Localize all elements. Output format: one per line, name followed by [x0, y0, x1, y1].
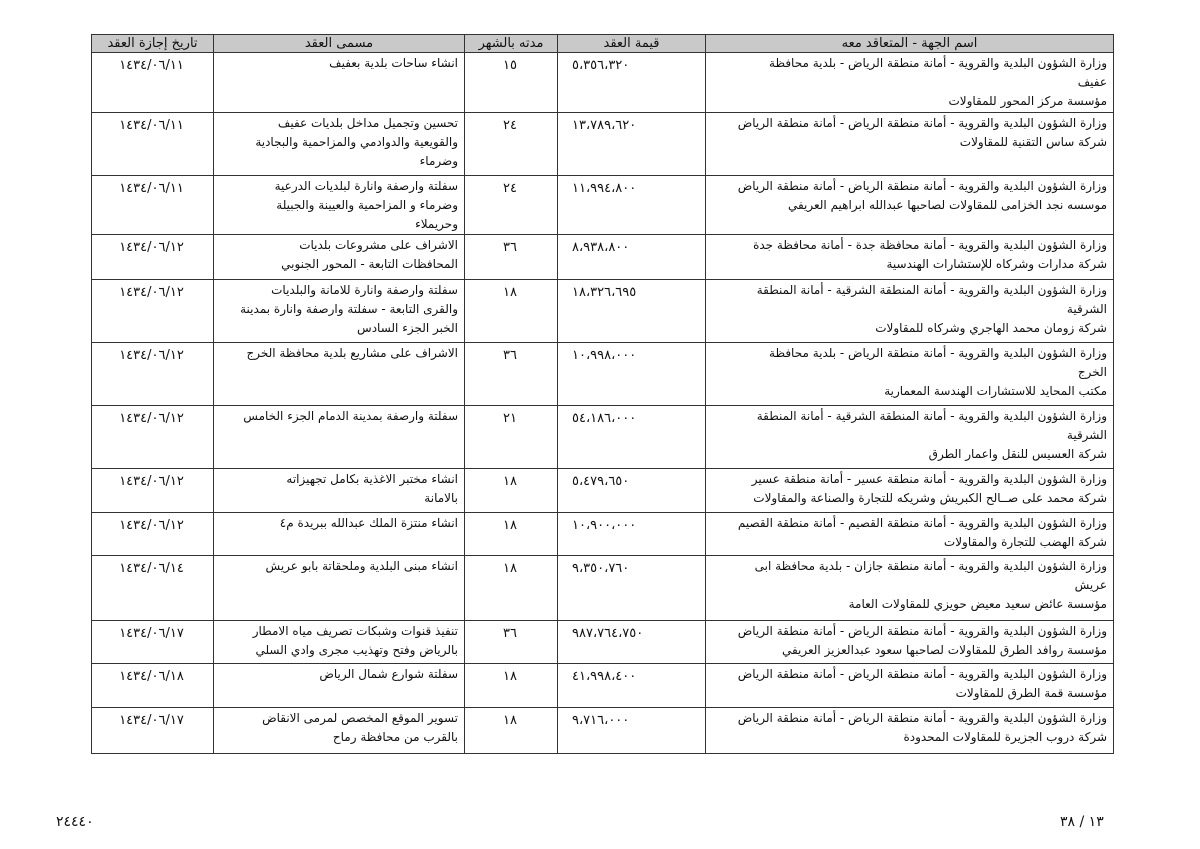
- name-line: وضرماء: [419, 154, 458, 168]
- table-row: [92, 53, 1114, 113]
- entity-line: مؤسسة روافد الطرق للمقاولات لصاحبها سعود عبدالعزيز العريفي: [781, 643, 1107, 657]
- entity-line: شركة محمد على صــالح الكبريش وشريكه للتجارة والصناعة والمقاولات: [753, 491, 1107, 505]
- approval-date-cell: ١٤٣٤/٠٦/١٧: [92, 708, 214, 754]
- entity-line: مؤسسة مركز المحور للمقاولات: [948, 94, 1107, 108]
- table-row: [92, 176, 1114, 235]
- table-row: [92, 556, 1114, 621]
- entity-line: موسسه نجد الخزامى للمقاولات لصاحبها عبدالله ابراهيم العريفي: [787, 198, 1107, 212]
- approval-date-cell: ١٤٣٤/٠٦/١١: [92, 53, 214, 113]
- duration-cell: ١٨: [465, 280, 558, 343]
- duration-cell: ٢٤: [465, 176, 558, 235]
- entity-line: وزارة الشؤون البلدية والقروية - أمانة منطقة الرياض - أمانة منطقة الرياض: [737, 711, 1107, 725]
- entity-line: الخرج: [1077, 365, 1107, 379]
- entity-cell: [706, 664, 1114, 708]
- name-line: بالرياض وفتح وتهذيب مجرى وادي السلي: [255, 643, 458, 657]
- contract-name-cell: [214, 708, 465, 754]
- contract-value-cell: ٥٤،١٨٦،٠٠٠: [558, 406, 706, 469]
- name-line: وضرماء و المزاحمية والعيينة والجبيلة: [276, 198, 458, 212]
- entity-line: شركة الهضب للتجارة والمقاولات: [943, 535, 1107, 549]
- contract-name-cell: [214, 406, 465, 469]
- name-line: تسوير الموقع المخصص لمرمى الانقاض: [262, 711, 458, 725]
- entity-cell: [706, 406, 1114, 469]
- header-value: قيمة العقد: [558, 35, 706, 53]
- name-line: سفلتة وارصفة وانارة لبلديات الدرعية: [274, 179, 458, 193]
- table-row: [92, 469, 1114, 513]
- entity-cell: [706, 176, 1114, 235]
- table-row: [92, 235, 1114, 280]
- contract-name-cell: [214, 513, 465, 556]
- entity-line: مكتب المحايد للاستشارات الهندسة المعمارية: [884, 384, 1107, 398]
- contract-value-cell: ٩،٧١٦،٠٠٠: [558, 708, 706, 754]
- contract-value-cell: ١٠،٩٠٠،٠٠٠: [558, 513, 706, 556]
- approval-date-cell: ١٤٣٤/٠٦/١٧: [92, 621, 214, 664]
- entity-line: وزارة الشؤون البلدية والقروية - أمانة منطقة عسير - أمانة منطقة عسير: [751, 472, 1107, 486]
- name-line: انشاء مختبر الاغذية بكامل تجهيزاته: [286, 472, 458, 486]
- entity-cell: [706, 53, 1114, 113]
- entity-line: وزارة الشؤون البلدية والقروية - أمانة منطقة جازان - بلدية محافظة ابى: [754, 559, 1107, 573]
- entity-line: وزارة الشؤون البلدية والقروية - أمانة منطقة القصيم - أمانة منطقة القصيم: [737, 516, 1107, 530]
- contract-name-cell: [214, 556, 465, 621]
- name-line: الخبر الجزء السادس: [357, 321, 458, 335]
- duration-cell: ١٨: [465, 469, 558, 513]
- header-date: تاريخ إجازة العقد: [92, 35, 214, 53]
- header-name: مسمى العقد: [214, 35, 465, 53]
- contract-name-cell: [214, 621, 465, 664]
- table-row: [92, 343, 1114, 406]
- entity-cell: [706, 280, 1114, 343]
- entity-cell: [706, 513, 1114, 556]
- name-line: تنفيذ قنوات وشبكات تصريف مياه الامطار: [252, 624, 458, 638]
- document-code: ٢٤٤٤٠: [56, 814, 94, 830]
- entity-line: وزارة الشؤون البلدية والقروية - أمانة المنطقة الشرقية - أمانة المنطقة: [756, 283, 1107, 297]
- table-row: [92, 621, 1114, 664]
- entity-line: وزارة الشؤون البلدية والقروية - أمانة منطقة الرياض - بلدية محافظة: [769, 56, 1107, 70]
- name-line: وحريملاء: [415, 217, 458, 231]
- duration-cell: ١٨: [465, 513, 558, 556]
- name-line: سفلتة وارصفة بمدينة الدمام الجزء الخامس: [243, 409, 458, 423]
- contract-value-cell: ٤١،٩٩٨،٤٠٠: [558, 664, 706, 708]
- name-line: بالامانة: [424, 491, 458, 505]
- entity-line: وزارة الشؤون البلدية والقروية - أمانة منطقة الرياض - بلدية محافظة: [769, 346, 1107, 360]
- name-line: والقرى التابعة - سفلتة وارصفة وانارة بمدينة: [240, 302, 458, 316]
- duration-cell: ٣٦: [465, 235, 558, 280]
- entity-line: شركة زومان محمد الهاجري وشركاه للمقاولات: [875, 321, 1107, 335]
- approval-date-cell: ١٤٣٤/٠٦/١١: [92, 176, 214, 235]
- name-line: انشاء ساحات بلدية بعفيف: [329, 56, 458, 70]
- contract-name-cell: [214, 53, 465, 113]
- name-line: الاشراف على مشاريع بلدية محافظة الخرج: [246, 346, 458, 360]
- contract-value-cell: ٨،٩٣٨،٨٠٠: [558, 235, 706, 280]
- duration-cell: ١٥: [465, 53, 558, 113]
- table-header-row: [92, 35, 1114, 53]
- entity-cell: [706, 113, 1114, 176]
- name-line: انشاء منتزة الملك عبدالله ببريدة م٤: [279, 516, 458, 530]
- entity-line: عريش: [1074, 578, 1107, 592]
- page-number: ١٣ / ٣٨: [1060, 814, 1104, 830]
- table-row: [92, 113, 1114, 176]
- name-line: سفلتة وارصفة وانارة للامانة والبلديات: [271, 283, 458, 297]
- entity-line: مؤسسة عائض سعيد معيض حويزي للمقاولات العامة: [848, 597, 1107, 611]
- contract-name-cell: [214, 280, 465, 343]
- approval-date-cell: ١٤٣٤/٠٦/١١: [92, 113, 214, 176]
- contract-name-cell: [214, 664, 465, 708]
- entity-cell: [706, 235, 1114, 280]
- name-line: بالقرب من محافظة رماح: [332, 730, 458, 744]
- name-line: سفلتة شوارع شمال الرياض: [319, 667, 458, 681]
- approval-date-cell: ١٤٣٤/٠٦/١٨: [92, 664, 214, 708]
- entity-cell: [706, 621, 1114, 664]
- contract-value-cell: ٩٨٧،٧٦٤،٧٥٠: [558, 621, 706, 664]
- entity-line: وزارة الشؤون البلدية والقروية - أمانة منطقة الرياض - أمانة منطقة الرياض: [737, 624, 1107, 638]
- contract-value-cell: ١٣،٧٨٩،٦٢٠: [558, 113, 706, 176]
- entity-cell: [706, 469, 1114, 513]
- contract-name-cell: [214, 113, 465, 176]
- approval-date-cell: ١٤٣٤/٠٦/١٢: [92, 235, 214, 280]
- approval-date-cell: ١٤٣٤/٠٦/١٢: [92, 280, 214, 343]
- entity-line: شركة ساس التقنية للمقاولات: [959, 135, 1107, 149]
- entity-line: وزارة الشؤون البلدية والقروية - أمانة منطقة الرياض - أمانة منطقة الرياض: [737, 116, 1107, 130]
- approval-date-cell: ١٤٣٤/٠٦/١٢: [92, 343, 214, 406]
- contract-value-cell: ١٠،٩٩٨،٠٠٠: [558, 343, 706, 406]
- contract-value-cell: ١١،٩٩٤،٨٠٠: [558, 176, 706, 235]
- contract-name-cell: [214, 176, 465, 235]
- table-row: [92, 664, 1114, 708]
- contract-value-cell: ٥،٤٧٩،٦٥٠: [558, 469, 706, 513]
- entity-line: عفيف: [1077, 75, 1107, 89]
- contract-name-cell: [214, 235, 465, 280]
- name-line: تحسين وتجميل مداخل بلديات عفيف: [277, 116, 458, 130]
- approval-date-cell: ١٤٣٤/٠٦/١٤: [92, 556, 214, 621]
- entity-line: شركة دروب الجزيرة للمقاولات المحدودة: [903, 730, 1107, 744]
- entity-line: الشرقية: [1066, 302, 1107, 316]
- name-line: انشاء مبنى البلدية وملحقاتة بابو عريش: [265, 559, 458, 573]
- name-line: والقويعية والدوادمي والمزاحمية والبجادية: [255, 135, 458, 149]
- entity-line: مؤسسة قمة الطرق للمقاولات: [955, 686, 1107, 700]
- approval-date-cell: ١٤٣٤/٠٦/١٢: [92, 469, 214, 513]
- duration-cell: ١٨: [465, 708, 558, 754]
- duration-cell: ١٨: [465, 664, 558, 708]
- contract-value-cell: ٩،٣٥٠،٧٦٠: [558, 556, 706, 621]
- entity-line: شركة مدارات وشركاه للإستشارات الهندسية: [886, 257, 1107, 271]
- duration-cell: ١٨: [465, 556, 558, 621]
- entity-cell: [706, 343, 1114, 406]
- table-row: [92, 280, 1114, 343]
- contract-name-cell: [214, 343, 465, 406]
- entity-cell: [706, 556, 1114, 621]
- contracts-table: [91, 34, 1114, 754]
- entity-cell: [706, 708, 1114, 754]
- entity-line: وزارة الشؤون البلدية والقروية - أمانة المنطقة الشرقية - أمانة المنطقة: [756, 409, 1107, 423]
- entity-line: شركة العسيس للنقل واعمار الطرق: [928, 447, 1107, 461]
- approval-date-cell: ١٤٣٤/٠٦/١٢: [92, 406, 214, 469]
- contract-value-cell: ٥،٣٥٦،٣٢٠: [558, 53, 706, 113]
- table-row: [92, 708, 1114, 754]
- table-row: [92, 513, 1114, 556]
- name-line: المحافظات التابعة - المحور الجنوبي: [281, 257, 458, 271]
- header-duration: مدته بالشهر: [465, 35, 558, 53]
- entity-line: الشرقية: [1066, 428, 1107, 442]
- duration-cell: ٢١: [465, 406, 558, 469]
- approval-date-cell: ١٤٣٤/٠٦/١٢: [92, 513, 214, 556]
- name-line: الاشراف على مشروعات بلديات: [299, 238, 458, 252]
- table-body: [92, 53, 1114, 754]
- contract-name-cell: [214, 469, 465, 513]
- header-entity: اسم الجهة - المتعاقد معه: [706, 35, 1114, 53]
- entity-line: وزارة الشؤون البلدية والقروية - أمانة محافظة جدة - أمانة محافظة جدة: [753, 238, 1107, 252]
- duration-cell: ٣٦: [465, 343, 558, 406]
- duration-cell: ٢٤: [465, 113, 558, 176]
- duration-cell: ٣٦: [465, 621, 558, 664]
- entity-line: وزارة الشؤون البلدية والقروية - أمانة منطقة الرياض - أمانة منطقة الرياض: [737, 667, 1107, 681]
- table-row: [92, 406, 1114, 469]
- contract-value-cell: ١٨،٣٢٦،٦٩٥: [558, 280, 706, 343]
- entity-line: وزارة الشؤون البلدية والقروية - أمانة منطقة الرياض - أمانة منطقة الرياض: [737, 179, 1107, 193]
